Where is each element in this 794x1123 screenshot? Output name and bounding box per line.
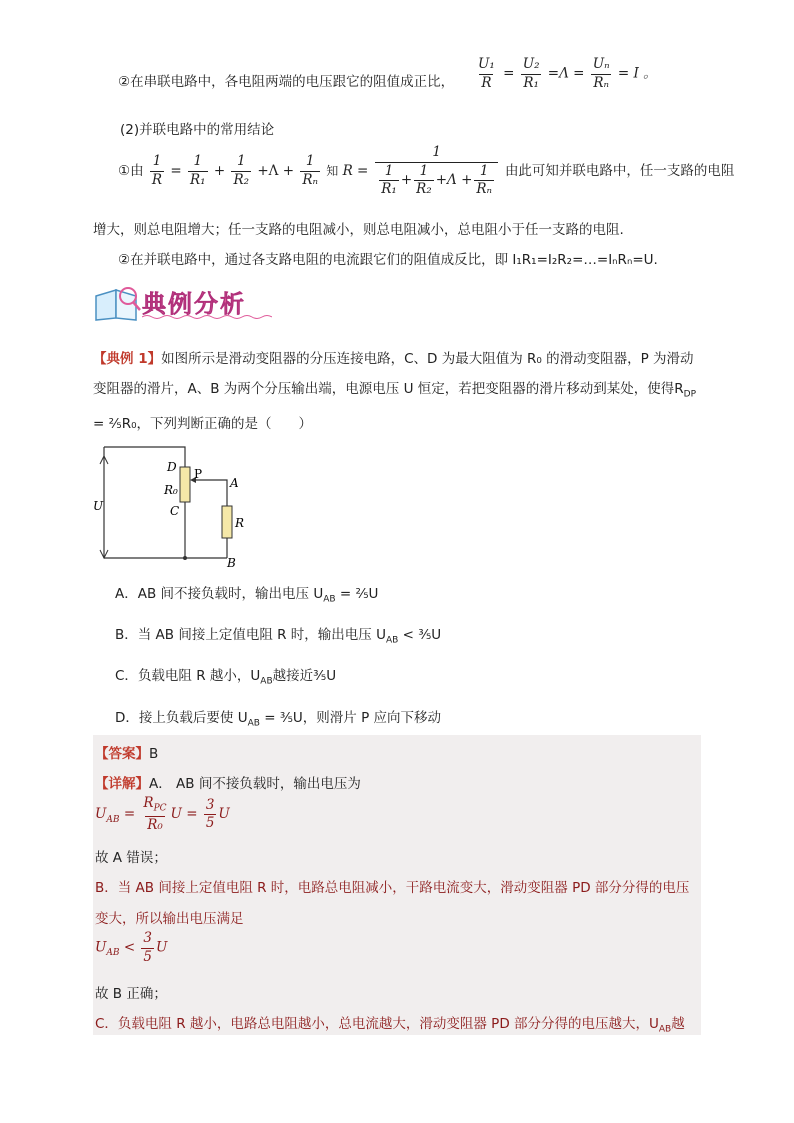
c-line1: C．负载电阻 R 越小，电路总电阻越小，总电流越大，滑动变阻器 PD 部分分得的电压越大，$U_{AB}$越 (95, 1016, 685, 1035)
example-tag: 【典例 1】 (93, 351, 162, 367)
label-D: D (167, 460, 177, 474)
answer-value: B (149, 746, 159, 762)
answer-line: 【答案】B (95, 746, 159, 762)
parallel-rule1-line2: 增大，则总电阻增大；任一支路的电阻减小，则总电阻减小，总电阻小于任一支路的电阻. (93, 222, 624, 238)
parallel-rule1-equation: ①由 $\frac{1}{R}$ = $\frac{1}{\text{R₁}}$ + $\frac{1}{\text{R₂}}$ +Λ + $\frac{1}{\text{Rₙ}}$ 知 R = 1 $\frac{1}{\text{R₁}}$ + $\frac{1}{\text{R₂}}$ +Λ + $\frac{1}{\text{Rₙ}}$ 由此可知并联电路中，任一支路的电阻 (118, 144, 735, 197)
series-rule-text: ②在串联电路中，各电阻两端的电压跟它的阻值成正比， (118, 74, 455, 90)
label-R0: R₀ (164, 483, 178, 497)
circuit-diagram (92, 440, 252, 570)
eq1-numerator: U₁ (478, 56, 495, 72)
a-wrong: 故 A 错误； (95, 850, 167, 866)
option-b[interactable]: B．当 AB 间接上定值电阻 R 时，输出电压 $U_{AB}$ < ⅗U (115, 627, 442, 646)
example-line3: = ⅖R₀，下列判断正确的是（ ） (93, 416, 312, 432)
label-P: P (194, 467, 203, 481)
b-right: 故 B 正确； (95, 986, 167, 1002)
parallel-rule2: ②在并联电路中，通过各支路电阻的电流跟它们的阻值成反比，即 I₁R₁=I₂R₂=…=IₙRₙ=U. (118, 252, 658, 268)
series-rule-equation: $\frac{\text{U₁}}{R}$ = $\frac{\text{U₂}}{\text{R₁}}$ =Λ = $\frac{\text{Uₙ}}{\text{Rₙ}}$ = I 。 (478, 56, 657, 91)
equation-a: $U_{AB}$ = $\frac{R_{PC}}{\text{R₀}}$ U = $\frac{3}{5}$ U (95, 795, 230, 833)
eq3-numerator: Uₙ (592, 56, 610, 72)
label-C: C (170, 504, 180, 518)
b-line1: B．当 AB 间接上定值电阻 R 时，电路总电阻减小，干路电流变大，滑动变阻器 PD 部分分得的电压 (95, 880, 690, 896)
example-line2: 变阻器的滑片，A、B 为两个分压输出端，电源电压 U 恒定，若把变阻器的滑片移动到某处，使得$R_{DP}$ (93, 381, 696, 400)
label-U: U (93, 499, 104, 513)
eq3-denominator: Rₙ (593, 74, 610, 91)
eq2-numerator: U₂ (522, 56, 540, 72)
eq-tail: = I 。 (617, 65, 657, 82)
rule1-prefix: ①由 (118, 162, 144, 179)
option-c[interactable]: C．负载电阻 R 越小，$U_{AB}$越接近⅗U (115, 668, 337, 687)
example-line1: 【典例 1】如图所示是滑动变阻器的分压连接电路，C、D 为最大阻值为 R₀ 的滑动变阻器，P 为滑动 (93, 351, 694, 367)
option-a[interactable]: A．AB 间不接负载时，输出电压 $U_{AB}$ = ⅖U (115, 586, 379, 605)
rule1-tail: 由此可知并联电路中，任一支路的电阻 (504, 162, 735, 179)
b-line2: 变大，所以输出电压满足 (95, 911, 244, 927)
banner-title: 典例分析 (142, 290, 246, 318)
eq1-denominator: R (481, 74, 492, 91)
option-d[interactable]: D．接上负载后要使 $U_{AB}$ = ⅗U，则滑片 P 应向下移动 (115, 710, 442, 729)
load-resistor-R (222, 506, 232, 538)
label-A: A (230, 476, 239, 490)
eq-dots: =Λ = (547, 65, 585, 82)
example-banner (90, 280, 280, 322)
book-magnifier-icon (90, 280, 146, 322)
equation-b: $U_{AB}$ < $\frac{3}{5}$ U (95, 930, 168, 965)
parallel-heading: (2)并联电路中的常用结论 (120, 122, 275, 138)
label-R: R (235, 516, 245, 530)
label-B: B (227, 556, 236, 570)
rheostat-R0 (180, 467, 190, 502)
eq2-denominator: R₁ (523, 74, 539, 91)
detail-a-line: 【详解】A． AB 间不接负载时，输出电压为 (95, 776, 361, 792)
banner-underline (142, 314, 272, 320)
parallel-total-fraction: 1 $\frac{1}{\text{R₁}}$ + $\frac{1}{\text{R₂}}$ +Λ + $\frac{1}{\text{Rₙ}}$ (375, 146, 499, 197)
